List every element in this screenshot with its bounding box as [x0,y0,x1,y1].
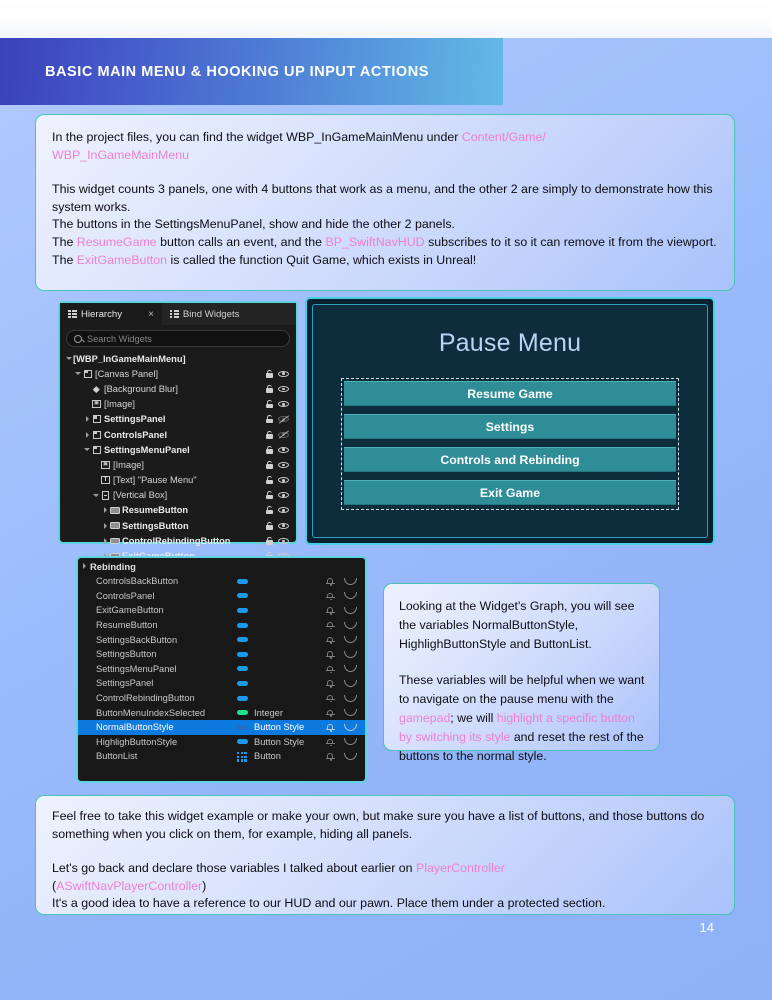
ref-aswiftnavplayercontroller: ASwiftNavPlayerController [56,878,203,893]
eye-lid-icon[interactable] [344,665,355,672]
p4-c: subscribes to it so it can remove it from the viewport. [424,234,717,249]
lock-icon[interactable] [266,415,273,423]
eye-icon[interactable] [278,370,289,378]
variable-name: SettingsBackButton [96,634,178,645]
hierarchy-row-label: [Background Blur] [104,383,178,394]
panel-icon [91,446,102,454]
hierarchy-row-label: [Image] [104,399,136,410]
search-icon [74,335,82,343]
eye-icon[interactable] [278,522,289,530]
variable-row-actions [327,665,365,673]
lock-icon[interactable] [266,446,273,454]
hierarchy-row-controls [266,476,296,484]
intro-paragraph-3: The buttons in the SettingsMenuPanel, show and hide the other 2 panels. [52,217,455,232]
intro-paragraph-1 [52,129,718,164]
variable-name: ButtonList [96,751,138,762]
variable-type-icon [237,666,248,671]
variable-type-icon [237,579,248,584]
variable-row[interactable] [78,749,365,764]
hierarchy-row-label: SettingsMenuPanel [104,444,190,455]
array-icon [237,752,248,761]
variable-type-icon [237,623,248,628]
bell-icon[interactable] [327,636,334,644]
intro-paragraph-5 [52,252,718,270]
eye-icon[interactable] [278,537,289,545]
variable-name: ControlsBackButton [96,576,179,587]
lock-icon[interactable] [266,506,273,514]
button-icon [109,538,120,545]
bell-icon[interactable] [327,694,334,702]
ref-resumegame: ResumeGame [76,234,157,249]
eye-icon[interactable] [278,446,289,454]
chevron-right-icon[interactable] [104,538,107,544]
bell-icon[interactable] [327,709,334,717]
intro-paragraph-2: This widget counts 3 panels, one with 4 buttons that work as a menu, and the other 2 are simply to demonstrate how this system works. [52,182,713,214]
hierarchy-row[interactable] [63,473,296,488]
tree-toggle[interactable] [83,416,91,422]
variable-type-icon [237,637,248,642]
variable-type: Button [254,751,281,762]
variable-row[interactable] [78,705,365,720]
tab-hierarchy-label: Hierarchy [81,308,123,320]
pause-menu-button[interactable]: Exit Game [344,480,676,505]
eye-lid-icon[interactable] [344,622,355,629]
variable-name: ResumeButton [96,620,158,631]
image-icon: ▣ [93,400,100,407]
variable-type-icon [237,739,248,744]
page-title: BASIC MAIN MENU & HOOKING UP INPUT ACTIONS [45,63,429,80]
variable-name: HighlighButtonStyle [96,736,178,747]
variable-type: Integer [254,707,283,718]
pause-menu-button[interactable]: Settings [344,414,676,439]
tree-toggle[interactable] [92,494,100,497]
variable-name: ControlsPanel [96,590,155,601]
tree-toggle[interactable] [101,538,109,544]
button-icon [109,522,120,529]
variable-name: NormalButtonStyle [96,722,174,733]
tab-hierarchy[interactable] [60,303,162,325]
variable-type-icon [237,725,248,730]
path-content-game: Content/Game/ [461,130,546,144]
lock-icon[interactable] [266,491,273,499]
hierarchy-row-controls [266,522,296,530]
panel-icon [82,370,93,378]
bottom-paragraph-1: Feel free to take this widget example or make your own, but make sure you have a list of buttons, and those buttons do something when you click on them, for example, hiding all panels. [52,809,705,841]
pause-menu-button[interactable]: Resume Game [344,381,676,406]
tree-toggle[interactable] [101,523,109,529]
variable-row-actions [327,636,365,644]
chevron-right-icon[interactable] [104,507,107,513]
chevron-down-icon[interactable] [93,494,99,497]
path-wbp-ingamemainmenu: WBP_InGameMainMenu [52,147,190,162]
list-icon [170,310,179,318]
variable-row[interactable] [78,662,365,677]
hierarchy-row[interactable] [63,488,296,503]
pause-menu-title: Pause Menu [438,329,582,357]
ref-exitgamebutton: ExitGameButton [76,252,168,267]
variable-type-icon [237,696,248,701]
bell-icon[interactable] [327,665,334,673]
text-icon: T [100,476,111,485]
bell-icon[interactable] [327,577,334,585]
bottom-paragraph-2 [52,860,718,878]
hierarchy-row-label: ControlRebindingButton [122,535,231,546]
bottom-paragraph-3 [52,878,718,896]
eye-lid-icon[interactable] [344,578,355,585]
section-header-banner [0,38,503,105]
variable-row-actions [327,650,365,658]
eye-icon[interactable] [278,506,289,514]
hierarchy-row[interactable] [63,412,296,427]
lock-icon[interactable] [266,385,273,393]
ref-highlight-style: highlight a specific button by switching its style [399,711,635,744]
variable-row-actions [327,606,365,614]
p5-b: is called the function Quit Game, which exists in Unreal! [167,252,477,267]
note-box-widget-graph [383,583,660,763]
chevron-down-icon[interactable] [66,357,72,360]
chevron-right-icon [83,563,86,569]
eye-icon[interactable] [278,476,289,484]
variable-type-icon [237,681,248,686]
variable-row[interactable] [78,618,365,633]
pause-menu-preview [305,297,715,545]
lock-icon[interactable] [266,431,273,439]
page-top-margin [0,0,772,38]
search-placeholder: Search Widgets [87,333,152,344]
variable-row[interactable] [78,735,365,750]
variable-row-actions [327,592,365,600]
hierarchy-row-label: [WBP_InGameMainMenu] [73,353,186,364]
hierarchy-panel [58,301,298,544]
variable-row[interactable] [78,647,365,662]
variable-name: ButtonMenuIndexSelected [96,707,206,718]
hierarchy-row-controls [266,400,296,408]
chevron-right-icon[interactable] [86,432,89,438]
variable-row-actions [327,738,365,746]
p4-b: button calls an event, and the [156,234,326,249]
ref-gamepad: gamepad [399,711,451,725]
bell-icon[interactable] [327,679,334,687]
variable-type-icon [237,652,248,657]
eye-lid-icon[interactable] [344,592,355,599]
variable-row-actions [327,577,365,585]
variable-row-actions [327,709,365,717]
hierarchy-row-controls [266,431,296,439]
bottom-paragraph-4: It's a good idea to have a reference to our HUD and our pawn. Place them under a protected section. [52,896,606,911]
variable-row[interactable] [78,632,365,647]
hierarchy-row-controls [266,446,296,454]
variable-type-icon [237,593,248,598]
hierarchy-row[interactable] [63,442,296,457]
eye-icon[interactable] [278,431,289,439]
hierarchy-row[interactable] [63,381,296,396]
variable-type-icon [237,608,248,613]
hierarchy-row-controls [266,537,296,545]
hierarchy-row-controls [266,385,296,393]
image-icon: ▣ [102,461,109,468]
eye-icon[interactable] [278,415,289,423]
variable-row-actions [327,723,365,731]
intro-text-a: In the project files, you can find the widget WBP_InGameMainMenu under [52,130,462,144]
button-icon [109,507,120,514]
hierarchy-row-label: SettingsButton [122,520,189,531]
variable-row[interactable] [78,676,365,691]
ref-playercontroller: PlayerController [416,861,505,876]
hierarchy-row[interactable] [63,366,296,381]
ref-bp-swiftnavhud: BP_SwiftNavHUD [325,234,425,249]
hierarchy-row-controls [266,370,296,378]
hierarchy-row[interactable] [63,503,296,518]
variable-row[interactable] [78,574,365,589]
variable-type: Button Style [254,736,305,747]
pause-menu-vertical-box [341,378,679,510]
hierarchy-row-controls [266,415,296,423]
bell-icon[interactable] [327,650,334,658]
variable-row-actions [327,694,365,702]
eye-lid-icon[interactable] [344,695,355,702]
variable-row[interactable] [78,720,365,735]
lock-icon[interactable] [266,370,273,378]
tree-toggle[interactable] [74,372,82,375]
hierarchy-tab-strip [60,303,296,325]
search-widgets-input[interactable] [66,330,290,347]
lock-icon[interactable] [266,400,273,408]
bp2-a: Let's go back and declare those variables I talked about earlier on [52,861,416,876]
eye-lid-icon[interactable] [344,636,355,643]
variable-name: ExitGameButton [96,605,164,616]
bell-icon[interactable] [327,592,334,600]
eye-lid-icon[interactable] [344,738,355,745]
eye-lid-icon[interactable] [344,680,355,687]
note-box-closing [35,795,735,915]
p5-a: The [52,252,77,267]
bell-icon[interactable] [327,621,334,629]
variable-row[interactable] [78,603,365,618]
bp3-b: ) [202,878,207,893]
variable-type-icon [237,710,248,715]
eye-lid-icon[interactable] [344,607,355,614]
bell-icon[interactable] [327,606,334,614]
page-number: 14 [699,920,714,935]
hierarchy-row-label: [Vertical Box] [113,490,168,501]
variables-category-rebinding[interactable] [78,558,365,574]
chevron-right-icon[interactable] [86,416,89,422]
eye-icon[interactable] [278,461,289,469]
variable-name: SettingsButton [96,649,157,660]
rp2-b: ; we will [450,711,497,725]
lock-icon[interactable] [266,476,273,484]
bell-icon[interactable] [327,738,334,746]
hierarchy-row-label: ResumeButton [122,505,189,516]
hierarchy-row-label: ControlsPanel [104,429,168,440]
hierarchy-row-label: SettingsPanel [104,414,166,425]
tree-toggle[interactable] [101,507,109,513]
variables-panel [76,556,367,783]
tree-toggle[interactable] [83,432,91,438]
eye-lid-icon[interactable] [344,651,355,658]
variable-row-actions [327,752,365,760]
close-icon[interactable]: × [148,308,154,320]
hierarchy-row[interactable] [63,397,296,412]
eye-lid-icon[interactable] [344,709,355,716]
variables-list [78,574,365,764]
hierarchy-row-label: [Canvas Panel] [95,368,159,379]
lock-icon[interactable] [266,461,273,469]
hierarchy-row[interactable] [63,457,296,472]
panel-icon [91,415,102,423]
lock-icon[interactable] [266,522,273,530]
eye-icon[interactable] [278,400,289,408]
rp2-c: and reset the rest of the buttons to the normal style. [399,730,644,763]
hierarchy-row-label: [Image] [113,459,145,470]
variable-name: SettingsMenuPanel [96,663,177,674]
list-icon [68,310,77,318]
right-paragraph-1: Looking at the Widget's Graph, you will see the variables NormalButtonStyle, HighlighButtonStyle and ButtonList. [399,599,635,651]
hierarchy-row-controls [266,491,296,499]
lock-icon[interactable] [266,537,273,545]
right-paragraph-2 [399,671,645,766]
variable-name: ControlRebindingButton [96,693,195,704]
eye-lid-icon[interactable] [344,724,355,731]
hierarchy-row[interactable] [63,427,296,442]
variable-row-actions [327,679,365,687]
hierarchy-row-label: [Text] "Pause Menu" [113,475,197,486]
variable-row[interactable] [78,691,365,706]
hierarchy-row[interactable] [63,518,296,533]
bell-icon[interactable] [327,723,334,731]
hierarchy-row[interactable] [63,533,296,548]
hierarchy-row-controls [266,461,296,469]
chevron-right-icon[interactable] [104,523,107,529]
p4-a: The [52,234,77,249]
bp3-a: ( [52,878,57,893]
eye-icon[interactable] [278,385,289,393]
hierarchy-row[interactable] [63,351,296,366]
tree-toggle[interactable] [83,448,91,451]
pause-menu-inner [312,304,708,538]
hierarchy-tree [60,350,296,564]
eye-icon[interactable] [278,491,289,499]
tab-bind-widgets[interactable] [162,303,248,325]
note-box-intro [35,114,735,291]
variables-category-label: Rebinding [90,560,136,572]
rp2-a: These variables will be helpful when we want to navigate on the pause menu with the [399,673,645,706]
eye-lid-icon[interactable] [344,753,355,760]
hierarchy-row-controls [266,506,296,514]
variable-name: SettingsPanel [96,678,154,689]
variable-row[interactable] [78,589,365,604]
vbox-icon [100,491,111,500]
pause-menu-button[interactable]: Controls and Rebinding [344,447,676,472]
tree-toggle[interactable] [65,357,73,360]
variable-type: Button Style [254,722,305,733]
panel-icon [91,431,102,439]
tab-bind-widgets-label: Bind Widgets [182,308,240,320]
chevron-down-icon[interactable] [84,448,90,451]
bell-icon[interactable] [327,752,334,760]
chevron-down-icon[interactable] [75,372,81,375]
variable-row-actions [327,621,365,629]
dia-icon [91,387,102,392]
intro-paragraph-4 [52,234,718,252]
